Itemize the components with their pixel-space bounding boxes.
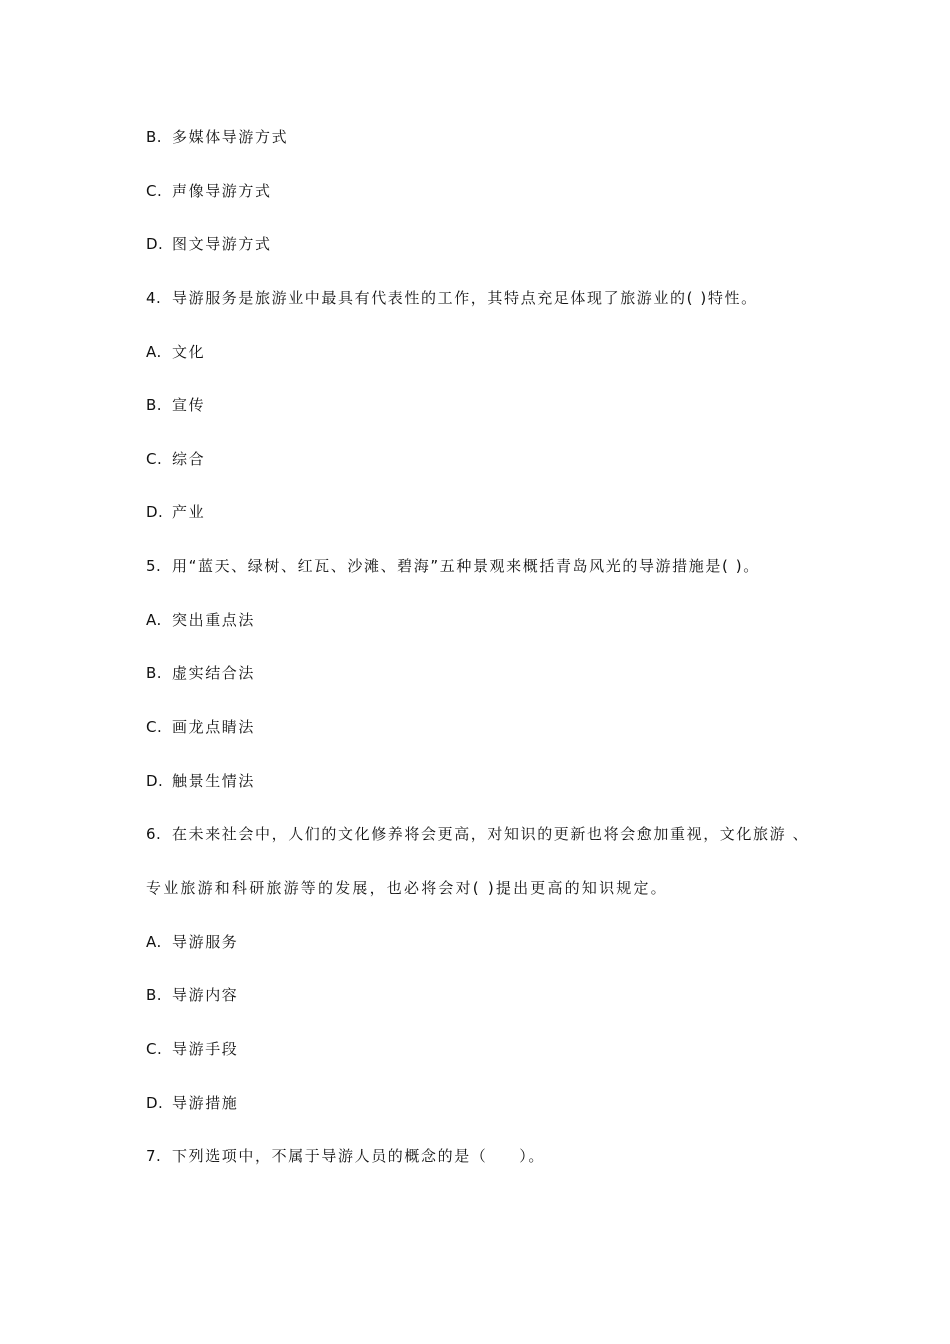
- question-5: [146, 556, 760, 576]
- option-b-line: [146, 663, 255, 683]
- question-number: 4.: [146, 289, 162, 307]
- option-label: B.: [146, 396, 163, 414]
- option-label: B.: [146, 664, 163, 682]
- option-text: 导游手段: [172, 1040, 239, 1058]
- option-text: 产业: [172, 503, 206, 521]
- question-6: [146, 824, 809, 844]
- option-label: C.: [146, 718, 163, 736]
- question-number: 6.: [146, 825, 162, 843]
- option-label: A.: [146, 611, 162, 629]
- option-c-line: [146, 449, 205, 469]
- option-d-line: [146, 502, 205, 522]
- option-text: 宣传: [172, 396, 206, 414]
- option-b-line: [146, 985, 238, 1005]
- question-4: [146, 288, 758, 308]
- question-text: 下列选项中，不属于导游人员的概念的是（ ）。: [172, 1147, 545, 1165]
- option-text: 图文导游方式: [172, 235, 272, 253]
- option-text: 综合: [172, 450, 206, 468]
- option-text: 导游措施: [172, 1094, 239, 1112]
- question-text: 在未来社会中，人们的文化修养将会更高，对知识的更新也将会愈加重视，文化旅游 、: [172, 825, 810, 843]
- option-c-line: [146, 1039, 238, 1059]
- option-label: D.: [146, 772, 164, 790]
- option-label: A.: [146, 343, 162, 361]
- option-text: 导游内容: [172, 986, 239, 1004]
- option-text: 触景生情法: [172, 772, 256, 790]
- question-text: 用“蓝天、绿树、红瓦、沙滩、碧海”五种景观来概括青岛风光的导游措施是( )。: [172, 557, 760, 575]
- question-7: [146, 1146, 545, 1166]
- option-label: C.: [146, 182, 163, 200]
- option-label: B.: [146, 128, 163, 146]
- option-b-line: [146, 127, 288, 147]
- option-a-line: [146, 342, 205, 362]
- question-6-continuation: [146, 878, 668, 898]
- option-c-line: [146, 717, 255, 737]
- option-text: 突出重点法: [172, 611, 256, 629]
- option-label: C.: [146, 1040, 163, 1058]
- option-label: A.: [146, 933, 162, 951]
- option-text: 声像导游方式: [172, 182, 272, 200]
- question-text: 专业旅游和科研旅游等的发展，也必将会对( )提出更高的知识规定。: [146, 879, 668, 897]
- option-text: 虚实结合法: [172, 664, 256, 682]
- question-text: 导游服务是旅游业中最具有代表性的工作，其特点充足体现了旅游业的( )特性。: [172, 289, 758, 307]
- option-a-line: [146, 932, 238, 952]
- option-text: 画龙点睛法: [172, 718, 256, 736]
- option-label: D.: [146, 1094, 164, 1112]
- option-label: C.: [146, 450, 163, 468]
- option-b-line: [146, 395, 205, 415]
- option-text: 多媒体导游方式: [172, 128, 289, 146]
- option-text: 导游服务: [172, 933, 239, 951]
- option-d-line: [146, 1093, 238, 1113]
- question-number: 5.: [146, 557, 162, 575]
- option-label: D.: [146, 235, 164, 253]
- option-text: 文化: [172, 343, 206, 361]
- option-c-line: [146, 181, 272, 201]
- option-label: D.: [146, 503, 164, 521]
- question-number: 7.: [146, 1147, 162, 1165]
- option-d-line: [146, 771, 255, 791]
- option-a-line: [146, 610, 255, 630]
- option-label: B.: [146, 986, 163, 1004]
- option-d-line: [146, 234, 272, 254]
